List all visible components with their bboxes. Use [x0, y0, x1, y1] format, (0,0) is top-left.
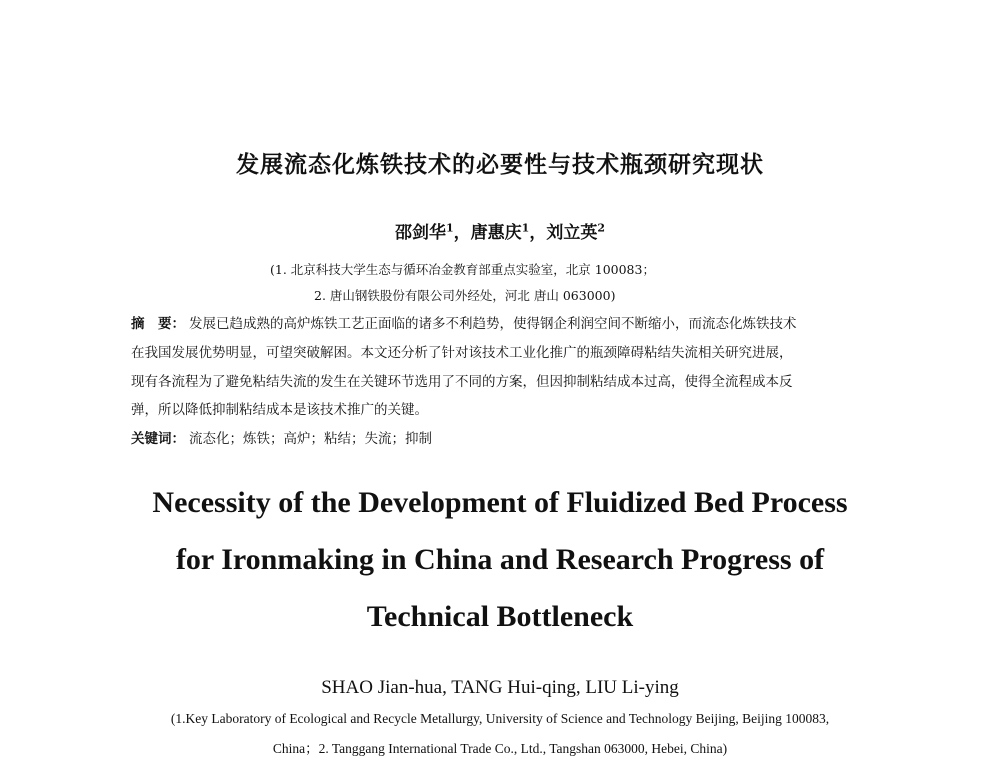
- abstract-line: 现有各流程为了避免粘结失流的发生在关键环节选用了不同的方案，但因抑制粘结成本过高，使得全流程成本反: [131, 374, 793, 390]
- abstract-line: [131, 312, 871, 332]
- abstract-label: 摘 要：: [131, 316, 185, 332]
- author-name: 邵剑华: [395, 223, 447, 243]
- affiliation-marker: 1: [521, 221, 530, 235]
- english-title-line: Technical Bottleneck: [366, 600, 634, 633]
- keywords-text: 流态化；炼铁；高炉；粘结；失流；抑制: [189, 431, 432, 447]
- keywords-label: 关键词：: [131, 431, 185, 447]
- english-authors: SHAO Jian-hua, TANG Hui-qing, LIU Li-ying: [321, 677, 679, 698]
- english-title-line: Necessity of the Development of Fluidized Bed Process: [152, 486, 848, 519]
- author-name: 刘立英: [546, 223, 598, 243]
- chinese-authors: [0, 218, 1000, 243]
- abstract-line: 弹，所以降低抑制粘结成本是该技术推广的关键。: [131, 402, 428, 418]
- abstract-text: 发展已趋成熟的高炉炼铁工艺正面临的诸多不利趋势，使得钢企利润空间不断缩小，而流态化炼铁技术: [189, 316, 797, 332]
- chinese-affiliation-2: 2. 唐山钢铁股份有限公司外经处，河北 唐山 063000): [314, 288, 616, 303]
- chinese-affiliation-1: (1. 北京科技大学生态与循环冶金教育部重点实验室，北京 100083；: [270, 262, 655, 277]
- affiliation-marker: 2: [597, 221, 605, 235]
- affiliation-marker: 1: [446, 221, 454, 235]
- author-separator: ，: [529, 223, 547, 243]
- english-affiliation-line: China；2. Tanggang International Trade Co., Ltd., Tangshan 063000, Hebei, China): [272, 741, 728, 756]
- english-affiliation-line: (1.Key Laboratory of Ecological and Recycle Metallurgy, University of Science and Technology Beijing, Beijing 100083,: [170, 711, 830, 726]
- keywords-line: [131, 427, 432, 447]
- chinese-title: 发展流态化炼铁技术的必要性与技术瓶颈研究现状: [236, 152, 764, 178]
- author-separator: ，: [453, 223, 471, 243]
- abstract-line: 在我国发展优势明显，可望突破解困。本文还分析了针对该技术工业化推广的瓶颈障碍粘结失流相关研究进展，: [131, 345, 793, 361]
- author-name: 唐惠庆: [470, 223, 522, 243]
- english-title-line: for Ironmaking in China and Research Progress of: [175, 543, 825, 576]
